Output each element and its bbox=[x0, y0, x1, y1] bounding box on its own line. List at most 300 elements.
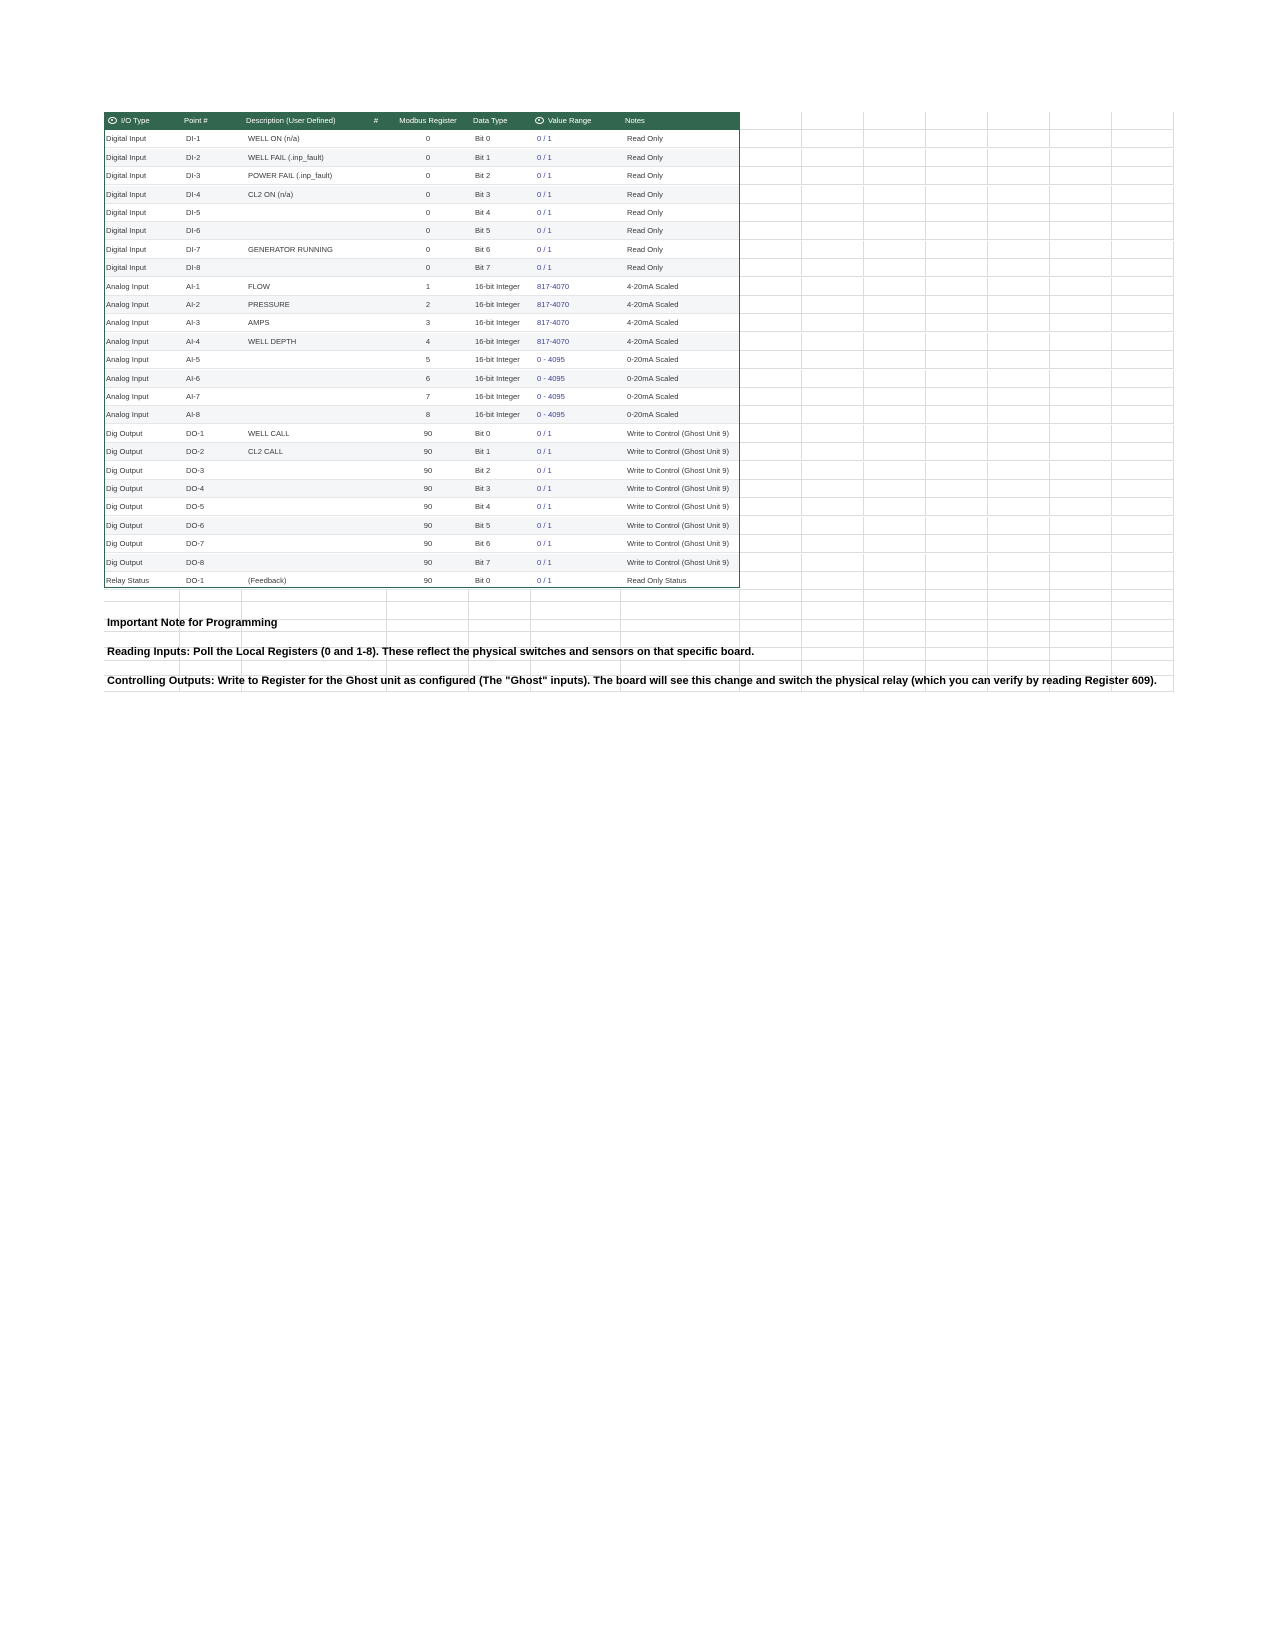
cell-notes[interactable]: Read Only Status bbox=[627, 576, 687, 585]
cell-modbus-register[interactable]: 0 bbox=[425, 208, 431, 217]
grid-cell[interactable] bbox=[988, 388, 1050, 406]
cell-notes[interactable]: 4-20mA Scaled bbox=[627, 318, 679, 327]
cell-notes[interactable]: 0-20mA Scaled bbox=[627, 355, 679, 364]
grid-cell[interactable] bbox=[802, 480, 864, 498]
grid-cell[interactable] bbox=[469, 620, 531, 632]
grid-cell[interactable] bbox=[740, 351, 802, 369]
cell-value-range[interactable]: 0 - 4095 bbox=[537, 392, 565, 401]
grid-cell[interactable] bbox=[1050, 535, 1112, 553]
grid-cell[interactable] bbox=[988, 602, 1050, 620]
table-row[interactable] bbox=[104, 425, 740, 443]
cell-notes[interactable]: Write to Control (Ghost Unit 9) bbox=[627, 521, 729, 530]
grid-cell[interactable] bbox=[864, 480, 926, 498]
grid-cell[interactable] bbox=[864, 296, 926, 314]
grid-cell[interactable] bbox=[621, 590, 740, 602]
cell-modbus-register[interactable]: 5 bbox=[425, 355, 431, 364]
cell-modbus-register[interactable]: 7 bbox=[425, 392, 431, 401]
grid-cell[interactable] bbox=[1112, 425, 1174, 443]
grid-cell[interactable] bbox=[1050, 517, 1112, 535]
grid-cell[interactable] bbox=[926, 590, 988, 602]
grid-cell[interactable] bbox=[104, 661, 180, 676]
cell-modbus-register[interactable]: 90 bbox=[423, 466, 433, 475]
grid-cell[interactable] bbox=[1112, 112, 1174, 130]
grid-cell[interactable] bbox=[1050, 554, 1112, 572]
grid-cell[interactable] bbox=[988, 204, 1050, 222]
grid-cell[interactable] bbox=[1050, 590, 1112, 602]
grid-cell[interactable] bbox=[740, 620, 802, 632]
cell-data-type[interactable]: Bit 4 bbox=[475, 502, 491, 511]
grid-cell[interactable] bbox=[1112, 661, 1174, 676]
cell-description[interactable] bbox=[246, 259, 369, 277]
grid-cell[interactable] bbox=[926, 517, 988, 535]
grid-cell[interactable] bbox=[1050, 370, 1112, 388]
grid-cell[interactable] bbox=[864, 222, 926, 240]
cell-value-range[interactable]: 0 / 1 bbox=[537, 466, 552, 475]
cell-data-type[interactable]: Bit 2 bbox=[475, 466, 491, 475]
cell-notes[interactable]: Read Only bbox=[627, 226, 663, 235]
grid-cell[interactable] bbox=[1112, 241, 1174, 259]
grid-cell[interactable] bbox=[926, 186, 988, 204]
cell-value-range[interactable]: 0 / 1 bbox=[537, 171, 552, 180]
grid-cell[interactable] bbox=[926, 406, 988, 424]
grid-cell[interactable] bbox=[1112, 632, 1174, 648]
cell-notes[interactable]: Read Only bbox=[627, 263, 663, 272]
grid-cell[interactable] bbox=[740, 259, 802, 277]
grid-cell[interactable] bbox=[1050, 259, 1112, 277]
grid-cell[interactable] bbox=[988, 167, 1050, 185]
grid-cell[interactable] bbox=[1112, 351, 1174, 369]
cell-io-type[interactable]: Digital Input bbox=[106, 190, 147, 199]
cell-modbus-register[interactable]: 0 bbox=[425, 171, 431, 180]
cell-data-type[interactable]: Bit 0 bbox=[475, 429, 491, 438]
grid-cell[interactable] bbox=[926, 480, 988, 498]
grid-cell[interactable] bbox=[621, 620, 740, 632]
cell-description[interactable]: PRESSURE bbox=[248, 300, 290, 309]
cell-description[interactable]: WELL ON (n/a) bbox=[248, 134, 300, 143]
table-row[interactable] bbox=[104, 554, 740, 572]
cell-description[interactable] bbox=[246, 517, 369, 535]
eye-icon[interactable] bbox=[108, 117, 117, 124]
grid-cell[interactable] bbox=[802, 632, 864, 648]
cell-value-range[interactable]: 0 / 1 bbox=[537, 190, 552, 199]
grid-cell[interactable] bbox=[864, 259, 926, 277]
cell-point[interactable]: DO-4 bbox=[186, 484, 205, 493]
cell-data-type[interactable]: Bit 4 bbox=[475, 208, 491, 217]
cell-point[interactable]: DI-3 bbox=[186, 171, 201, 180]
grid-cell[interactable] bbox=[180, 590, 242, 602]
grid-cell[interactable] bbox=[1112, 498, 1174, 516]
grid-cell[interactable] bbox=[1050, 278, 1112, 296]
grid-cell[interactable] bbox=[802, 648, 864, 661]
grid-cell[interactable] bbox=[926, 149, 988, 167]
grid-cell[interactable] bbox=[1050, 425, 1112, 443]
grid-cell[interactable] bbox=[1050, 498, 1112, 516]
grid-cell[interactable] bbox=[1050, 112, 1112, 130]
cell-data-type[interactable]: Bit 7 bbox=[475, 558, 491, 567]
grid-cell[interactable] bbox=[864, 632, 926, 648]
cell-io-type[interactable]: Analog Input bbox=[106, 355, 149, 364]
grid-cell[interactable] bbox=[1050, 167, 1112, 185]
grid-cell[interactable] bbox=[802, 204, 864, 222]
grid-cell[interactable] bbox=[1050, 296, 1112, 314]
table-row[interactable] bbox=[104, 498, 740, 516]
cell-io-type[interactable]: Analog Input bbox=[106, 337, 149, 346]
grid-cell[interactable] bbox=[802, 554, 864, 572]
grid-cell[interactable] bbox=[740, 554, 802, 572]
grid-cell[interactable] bbox=[1112, 648, 1174, 661]
cell-io-type[interactable]: Analog Input bbox=[106, 410, 149, 419]
grid-cell[interactable] bbox=[988, 535, 1050, 553]
grid-cell[interactable] bbox=[531, 590, 621, 602]
grid-cell[interactable] bbox=[988, 351, 1050, 369]
grid-cell[interactable] bbox=[864, 425, 926, 443]
grid-cell[interactable] bbox=[864, 554, 926, 572]
cell-point[interactable]: AI-5 bbox=[186, 355, 200, 364]
grid-cell[interactable] bbox=[1050, 222, 1112, 240]
cell-value-range[interactable]: 817-4070 bbox=[537, 337, 570, 346]
cell-data-type[interactable]: 16-bit Integer bbox=[475, 392, 520, 401]
grid-cell[interactable] bbox=[1112, 149, 1174, 167]
cell-io-type[interactable]: Dig Output bbox=[106, 447, 143, 456]
cell-point[interactable]: DI-2 bbox=[186, 153, 201, 162]
grid-cell[interactable] bbox=[387, 602, 469, 620]
grid-cell[interactable] bbox=[1050, 648, 1112, 661]
cell-modbus-register[interactable]: 2 bbox=[425, 300, 431, 309]
cell-io-type[interactable]: Dig Output bbox=[106, 521, 143, 530]
grid-cell[interactable] bbox=[926, 370, 988, 388]
grid-cell[interactable] bbox=[988, 259, 1050, 277]
grid-cell[interactable] bbox=[864, 351, 926, 369]
cell-description[interactable]: CL2 CALL bbox=[248, 447, 284, 456]
cell-notes[interactable]: Write to Control (Ghost Unit 9) bbox=[627, 466, 729, 475]
grid-cell[interactable] bbox=[1050, 620, 1112, 632]
grid-cell[interactable] bbox=[926, 661, 988, 676]
cell-description[interactable]: WELL CALL bbox=[248, 429, 290, 438]
cell-notes[interactable]: Write to Control (Ghost Unit 9) bbox=[627, 558, 729, 567]
grid-cell[interactable] bbox=[1112, 333, 1174, 351]
grid-cell[interactable] bbox=[926, 130, 988, 148]
grid-cell[interactable] bbox=[740, 314, 802, 332]
cell-modbus-register[interactable]: 90 bbox=[423, 539, 433, 548]
cell-io-type[interactable]: Digital Input bbox=[106, 208, 147, 217]
grid-cell[interactable] bbox=[926, 648, 988, 661]
cell-io-type[interactable]: Dig Output bbox=[106, 484, 143, 493]
grid-cell[interactable] bbox=[802, 602, 864, 620]
grid-cell[interactable] bbox=[864, 443, 926, 461]
table-row[interactable] bbox=[104, 241, 740, 259]
cell-data-type[interactable]: Bit 3 bbox=[475, 484, 491, 493]
cell-io-type[interactable]: Dig Output bbox=[106, 539, 143, 548]
grid-cell[interactable] bbox=[1050, 130, 1112, 148]
cell-modbus-register[interactable]: 90 bbox=[423, 576, 433, 585]
grid-cell[interactable] bbox=[1050, 632, 1112, 648]
header-description[interactable] bbox=[242, 112, 365, 130]
cell-io-type[interactable]: Analog Input bbox=[106, 374, 149, 383]
grid-cell[interactable] bbox=[802, 425, 864, 443]
grid-cell[interactable] bbox=[621, 602, 740, 620]
cell-data-type[interactable]: Bit 5 bbox=[475, 521, 491, 530]
grid-cell[interactable] bbox=[802, 498, 864, 516]
grid-cell[interactable] bbox=[988, 498, 1050, 516]
cell-modbus-register[interactable]: 90 bbox=[423, 484, 433, 493]
grid-cell[interactable] bbox=[802, 535, 864, 553]
table-row[interactable] bbox=[104, 462, 740, 480]
cell-point[interactable]: AI-2 bbox=[186, 300, 200, 309]
grid-cell[interactable] bbox=[926, 296, 988, 314]
cell-value-range[interactable]: 0 / 1 bbox=[537, 484, 552, 493]
grid-cell[interactable] bbox=[469, 590, 531, 602]
cell-data-type[interactable]: 16-bit Integer bbox=[475, 282, 520, 291]
grid-cell[interactable] bbox=[1050, 351, 1112, 369]
grid-cell[interactable] bbox=[802, 259, 864, 277]
grid-cell[interactable] bbox=[740, 130, 802, 148]
cell-point[interactable]: AI-3 bbox=[186, 318, 200, 327]
grid-cell[interactable] bbox=[988, 620, 1050, 632]
grid-cell[interactable] bbox=[1112, 259, 1174, 277]
grid-cell[interactable] bbox=[802, 351, 864, 369]
grid-cell[interactable] bbox=[926, 535, 988, 553]
grid-cell[interactable] bbox=[802, 296, 864, 314]
grid-cell[interactable] bbox=[1112, 517, 1174, 535]
cell-point[interactable]: AI-4 bbox=[186, 337, 200, 346]
cell-data-type[interactable]: Bit 2 bbox=[475, 171, 491, 180]
grid-cell[interactable] bbox=[802, 462, 864, 480]
cell-io-type[interactable]: Digital Input bbox=[106, 226, 147, 235]
grid-cell[interactable] bbox=[802, 241, 864, 259]
cell-modbus-register[interactable]: 4 bbox=[425, 337, 431, 346]
grid-cell[interactable] bbox=[864, 661, 926, 676]
grid-cell[interactable] bbox=[988, 333, 1050, 351]
grid-cell[interactable] bbox=[864, 149, 926, 167]
grid-cell[interactable] bbox=[740, 278, 802, 296]
cell-description[interactable] bbox=[246, 535, 369, 553]
grid-cell[interactable] bbox=[1112, 406, 1174, 424]
grid-cell[interactable] bbox=[802, 149, 864, 167]
grid-cell[interactable] bbox=[1112, 462, 1174, 480]
cell-value-range[interactable]: 0 / 1 bbox=[537, 502, 552, 511]
cell-description[interactable] bbox=[246, 388, 369, 406]
grid-cell[interactable] bbox=[988, 661, 1050, 676]
cell-point[interactable]: DI-7 bbox=[186, 245, 201, 254]
grid-cell[interactable] bbox=[1112, 572, 1174, 590]
cell-value-range[interactable]: 0 / 1 bbox=[537, 521, 552, 530]
grid-cell[interactable] bbox=[864, 278, 926, 296]
header-modbus-register[interactable] bbox=[387, 112, 469, 130]
grid-cell[interactable] bbox=[1050, 661, 1112, 676]
cell-value-range[interactable]: 0 / 1 bbox=[537, 208, 552, 217]
cell-description[interactable] bbox=[246, 462, 369, 480]
cell-io-type[interactable]: Dig Output bbox=[106, 466, 143, 475]
grid-cell[interactable] bbox=[802, 112, 864, 130]
grid-cell[interactable] bbox=[1112, 602, 1174, 620]
cell-data-type[interactable]: Bit 6 bbox=[475, 539, 491, 548]
cell-notes[interactable]: Write to Control (Ghost Unit 9) bbox=[627, 429, 729, 438]
grid-cell[interactable] bbox=[1050, 204, 1112, 222]
cell-value-range[interactable]: 0 / 1 bbox=[537, 429, 552, 438]
table-row[interactable] bbox=[104, 278, 740, 296]
cell-point[interactable]: DO-2 bbox=[186, 447, 205, 456]
grid-cell[interactable] bbox=[802, 333, 864, 351]
table-row[interactable] bbox=[104, 296, 740, 314]
cell-data-type[interactable]: Bit 1 bbox=[475, 447, 491, 456]
grid-cell[interactable] bbox=[926, 314, 988, 332]
cell-notes[interactable]: 0-20mA Scaled bbox=[627, 392, 679, 401]
grid-cell[interactable] bbox=[740, 186, 802, 204]
grid-cell[interactable] bbox=[387, 620, 469, 632]
cell-io-type[interactable]: Digital Input bbox=[106, 263, 147, 272]
grid-cell[interactable] bbox=[1112, 314, 1174, 332]
cell-point[interactable]: AI-1 bbox=[186, 282, 200, 291]
cell-modbus-register[interactable]: 0 bbox=[425, 134, 431, 143]
grid-cell[interactable] bbox=[926, 632, 988, 648]
cell-point[interactable]: AI-7 bbox=[186, 392, 200, 401]
grid-cell[interactable] bbox=[1112, 186, 1174, 204]
cell-point[interactable]: DO-1 bbox=[186, 429, 205, 438]
cell-modbus-register[interactable]: 0 bbox=[425, 153, 431, 162]
cell-modbus-register[interactable]: 0 bbox=[425, 190, 431, 199]
cell-value-range[interactable]: 0 - 4095 bbox=[537, 374, 565, 383]
table-row[interactable] bbox=[104, 259, 740, 277]
table-row[interactable] bbox=[104, 204, 740, 222]
cell-io-type[interactable]: Digital Input bbox=[106, 153, 147, 162]
grid-cell[interactable] bbox=[1050, 462, 1112, 480]
grid-cell[interactable] bbox=[740, 222, 802, 240]
grid-cell[interactable] bbox=[988, 480, 1050, 498]
grid-cell[interactable] bbox=[1050, 314, 1112, 332]
cell-description[interactable]: GENERATOR RUNNING bbox=[248, 245, 333, 254]
grid-cell[interactable] bbox=[926, 351, 988, 369]
grid-cell[interactable] bbox=[1112, 620, 1174, 632]
cell-value-range[interactable]: 0 / 1 bbox=[537, 245, 552, 254]
grid-cell[interactable] bbox=[621, 661, 740, 676]
cell-description[interactable]: POWER FAIL (.inp_fault) bbox=[248, 171, 333, 180]
cell-data-type[interactable]: 16-bit Integer bbox=[475, 300, 520, 309]
grid-cell[interactable] bbox=[864, 620, 926, 632]
grid-cell[interactable] bbox=[740, 241, 802, 259]
cell-io-type[interactable]: Dig Output bbox=[106, 558, 143, 567]
cell-description[interactable]: CL2 ON (n/a) bbox=[248, 190, 294, 199]
cell-notes[interactable]: Write to Control (Ghost Unit 9) bbox=[627, 447, 729, 456]
grid-cell[interactable] bbox=[802, 222, 864, 240]
grid-cell[interactable] bbox=[802, 517, 864, 535]
cell-point[interactable]: DO-8 bbox=[186, 558, 205, 567]
grid-cell[interactable] bbox=[1112, 535, 1174, 553]
grid-cell[interactable] bbox=[926, 278, 988, 296]
grid-cell[interactable] bbox=[802, 186, 864, 204]
table-row[interactable] bbox=[104, 535, 740, 553]
grid-cell[interactable] bbox=[988, 370, 1050, 388]
grid-cell[interactable] bbox=[740, 112, 802, 130]
cell-io-type[interactable]: Analog Input bbox=[106, 300, 149, 309]
cell-value-range[interactable]: 0 / 1 bbox=[537, 134, 552, 143]
cell-notes[interactable]: Write to Control (Ghost Unit 9) bbox=[627, 502, 729, 511]
cell-notes[interactable]: Read Only bbox=[627, 134, 663, 143]
grid-cell[interactable] bbox=[926, 222, 988, 240]
cell-data-type[interactable]: Bit 0 bbox=[475, 134, 491, 143]
grid-cell[interactable] bbox=[1050, 388, 1112, 406]
cell-io-type[interactable]: Digital Input bbox=[106, 134, 147, 143]
cell-description[interactable] bbox=[246, 222, 369, 240]
cell-point[interactable]: DI-6 bbox=[186, 226, 201, 235]
grid-cell[interactable] bbox=[988, 186, 1050, 204]
cell-data-type[interactable]: 16-bit Integer bbox=[475, 355, 520, 364]
cell-modbus-register[interactable]: 0 bbox=[425, 263, 431, 272]
table-row[interactable] bbox=[104, 149, 740, 167]
table-row[interactable] bbox=[104, 167, 740, 185]
grid-cell[interactable] bbox=[740, 333, 802, 351]
cell-description[interactable] bbox=[246, 204, 369, 222]
grid-cell[interactable] bbox=[740, 498, 802, 516]
grid-cell[interactable] bbox=[864, 112, 926, 130]
grid-cell[interactable] bbox=[988, 314, 1050, 332]
grid-cell[interactable] bbox=[988, 425, 1050, 443]
cell-modbus-register[interactable]: 90 bbox=[423, 558, 433, 567]
grid-cell[interactable] bbox=[242, 590, 387, 602]
grid-cell[interactable] bbox=[864, 388, 926, 406]
cell-notes[interactable]: 4-20mA Scaled bbox=[627, 300, 679, 309]
cell-data-type[interactable]: 16-bit Integer bbox=[475, 410, 520, 419]
cell-description[interactable] bbox=[246, 370, 369, 388]
grid-cell[interactable] bbox=[740, 535, 802, 553]
grid-cell[interactable] bbox=[802, 661, 864, 676]
cell-data-type[interactable]: Bit 0 bbox=[475, 576, 491, 585]
grid-cell[interactable] bbox=[740, 480, 802, 498]
cell-point[interactable]: DO-3 bbox=[186, 466, 205, 475]
cell-description[interactable]: FLOW bbox=[248, 282, 270, 291]
grid-cell[interactable] bbox=[988, 462, 1050, 480]
grid-cell[interactable] bbox=[1050, 602, 1112, 620]
cell-modbus-register[interactable]: 1 bbox=[425, 282, 431, 291]
cell-description[interactable] bbox=[246, 554, 369, 572]
grid-cell[interactable] bbox=[802, 590, 864, 602]
cell-value-range[interactable]: 817-4070 bbox=[537, 318, 570, 327]
grid-cell[interactable] bbox=[864, 572, 926, 590]
grid-cell[interactable] bbox=[740, 602, 802, 620]
grid-cell[interactable] bbox=[988, 278, 1050, 296]
table-row[interactable] bbox=[104, 333, 740, 351]
cell-description[interactable]: (Feedback) bbox=[248, 576, 287, 585]
grid-cell[interactable] bbox=[988, 632, 1050, 648]
grid-cell[interactable] bbox=[802, 130, 864, 148]
header-io-type[interactable] bbox=[104, 112, 180, 130]
cell-data-type[interactable]: Bit 1 bbox=[475, 153, 491, 162]
cell-data-type[interactable]: 16-bit Integer bbox=[475, 374, 520, 383]
header-point[interactable] bbox=[180, 112, 242, 130]
cell-io-type[interactable]: Dig Output bbox=[106, 502, 143, 511]
grid-cell[interactable] bbox=[387, 590, 469, 602]
cell-data-type[interactable]: Bit 5 bbox=[475, 226, 491, 235]
grid-cell[interactable] bbox=[864, 517, 926, 535]
grid-cell[interactable] bbox=[802, 388, 864, 406]
grid-cell[interactable] bbox=[802, 572, 864, 590]
grid-cell[interactable] bbox=[740, 462, 802, 480]
grid-cell[interactable] bbox=[926, 333, 988, 351]
cell-value-range[interactable]: 0 / 1 bbox=[537, 558, 552, 567]
grid-cell[interactable] bbox=[926, 112, 988, 130]
grid-cell[interactable] bbox=[988, 130, 1050, 148]
cell-description[interactable]: WELL DEPTH bbox=[248, 337, 297, 346]
grid-cell[interactable] bbox=[926, 425, 988, 443]
grid-cell[interactable] bbox=[1112, 388, 1174, 406]
grid-cell[interactable] bbox=[740, 661, 802, 676]
table-row[interactable] bbox=[104, 222, 740, 240]
grid-cell[interactable] bbox=[864, 370, 926, 388]
grid-cell[interactable] bbox=[740, 296, 802, 314]
cell-notes[interactable]: Write to Control (Ghost Unit 9) bbox=[627, 484, 729, 493]
header-hash[interactable] bbox=[365, 112, 387, 130]
grid-cell[interactable] bbox=[1050, 406, 1112, 424]
cell-description[interactable] bbox=[246, 498, 369, 516]
